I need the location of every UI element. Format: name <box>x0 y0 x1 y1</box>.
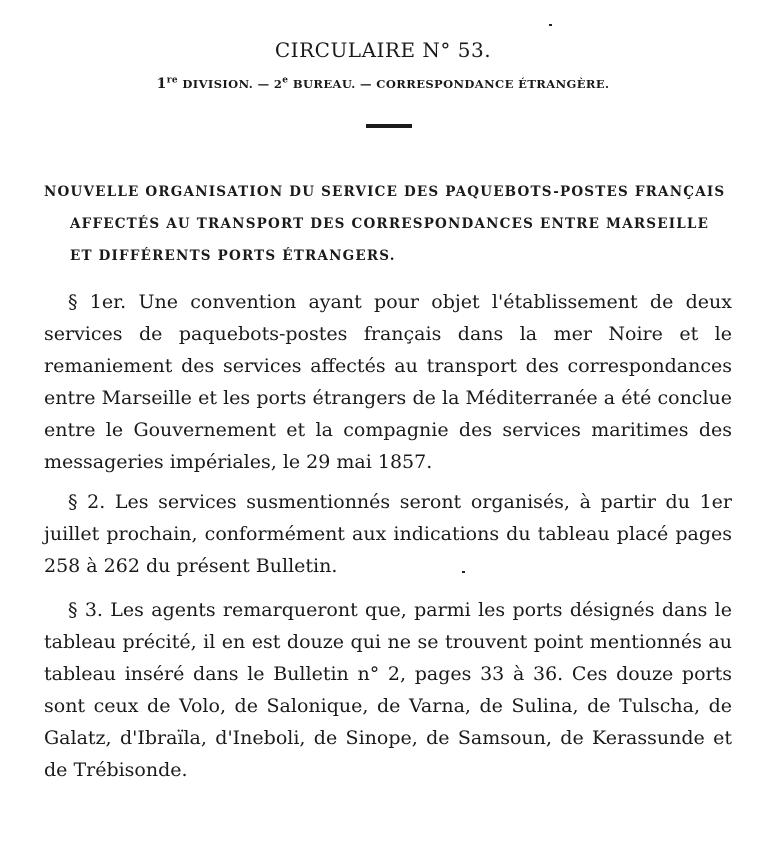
subtitle-rest: BUREAU. — CORRESPONDANCE ÉTRANGÈRE. <box>288 77 610 91</box>
circular-title: CIRCULAIRE N° 53. <box>274 38 492 62</box>
subtitle-division: DIVISION. — 2 <box>178 77 283 91</box>
ink-speck-top <box>549 24 552 26</box>
paragraph-3: § 3. Les agents remarqueront que, parmi les ports désignés dans le tableau précité, il en est douze qui ne se trouvent point mentionnés au tableau inséré dans le Bulletin n° 2, pages 33 à 36. Ces douze ports sont ceux de Volo, de Salonique, de Varna, de Sulina, de Tulscha, de Galatz, d'Ibraïla, d'Ineboli, de Sinope, de Samsoun, de Kerassunde et de Trébisonde. <box>44 599 732 781</box>
heading-line-1: NOUVELLE ORGANISATION DU SERVICE DES PAQUEBOTS-POSTES FRANÇAIS <box>44 184 726 200</box>
paragraph-2: § 2. Les services susmentionnés seront organisés, à partir du 1er juillet prochain, conformément aux indications du tableau placé pages 258 à 262 du présent Bulletin. <box>44 491 732 577</box>
ink-speck-middle <box>462 571 465 573</box>
subtitle-division-number: 1 <box>156 76 167 92</box>
paragraph-1: § 1er. Une convention ayant pour objet l'établissement de deux services de paquebots-postes français dans la mer Noire et le remaniement des services affectés au transport des correspondances entre Marseille et les ports étrangers de la Méditerranée a été conclue entre le Gouvernement et la compagnie des services maritimes des messageries impériales, le 29 mai 1857. <box>44 291 732 473</box>
subtitle-bureau-sup: e <box>282 75 289 86</box>
heading-line-3: ET DIFFÉRENTS PORTS ÉTRANGERS. <box>70 248 396 264</box>
title-separator-rule <box>366 124 412 128</box>
heading-line-2: AFFECTÉS AU TRANSPORT DES CORRESPONDANCES ENTRE MARSEILLE <box>70 216 710 232</box>
subtitle-division-sup: re <box>166 75 179 86</box>
circular-subtitle <box>0 76 766 92</box>
section-heading <box>44 176 744 272</box>
